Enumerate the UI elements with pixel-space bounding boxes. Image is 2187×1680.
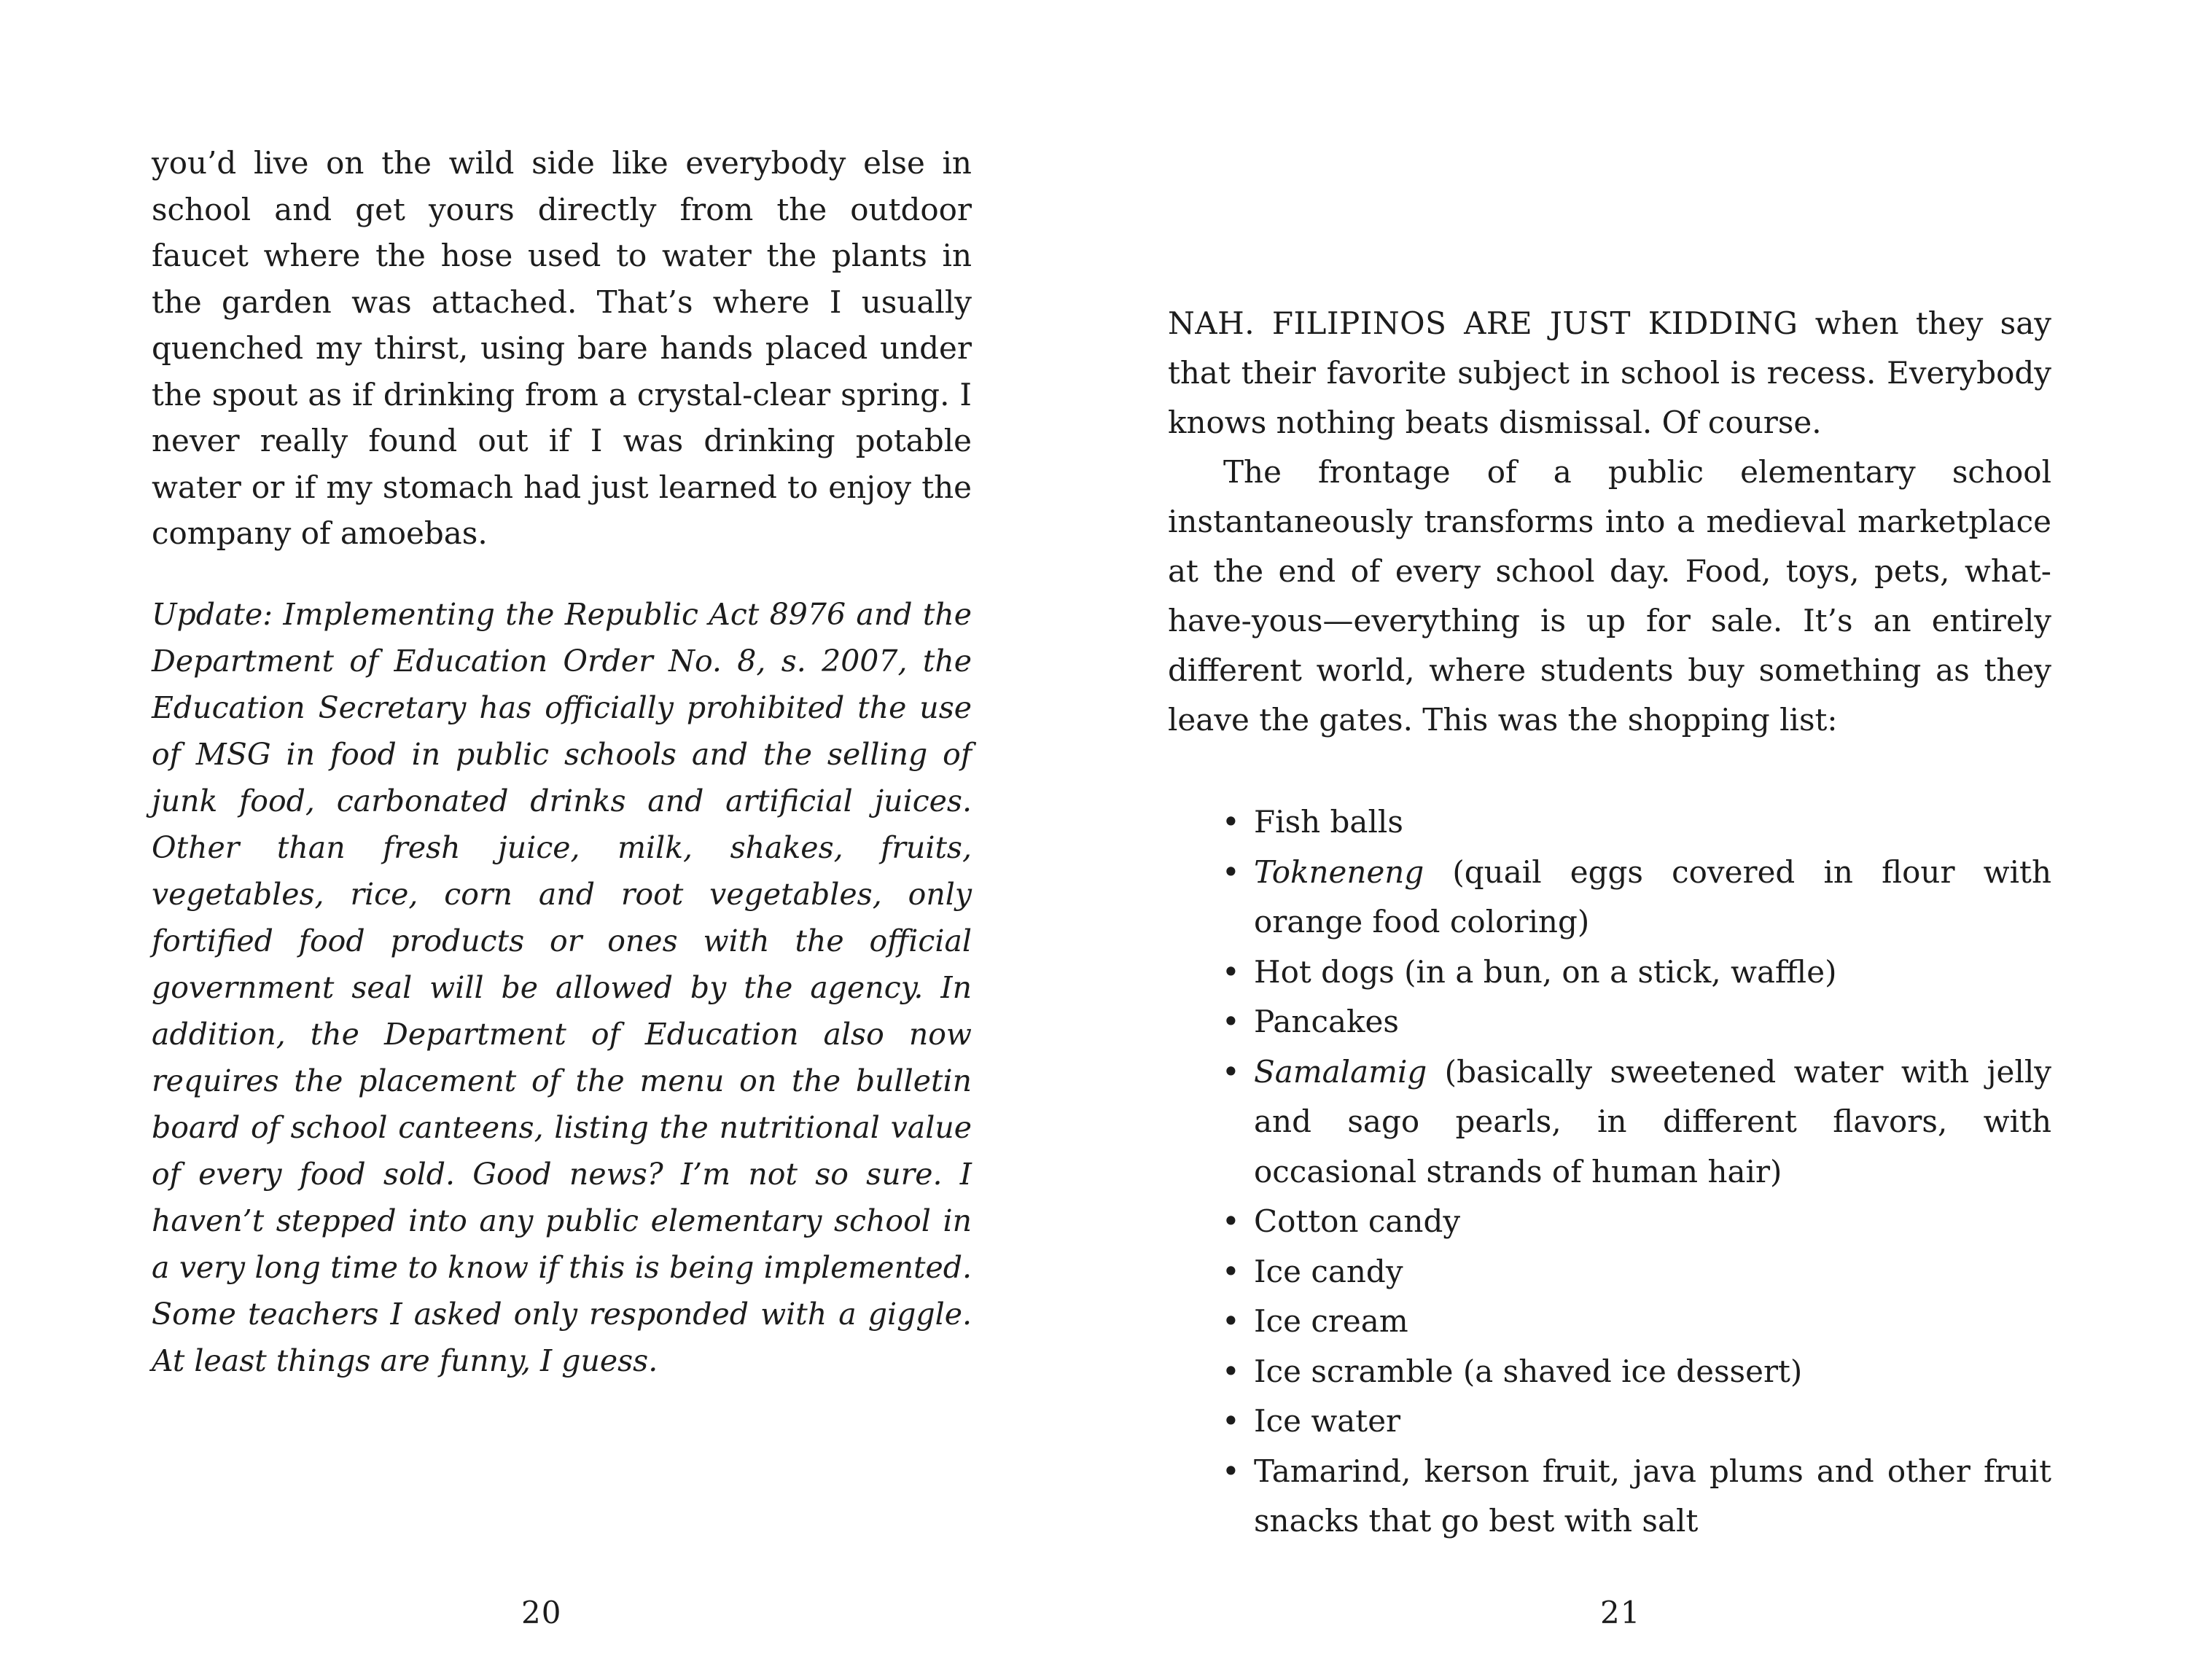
- list-item: [1168, 1447, 2051, 1547]
- continuation-paragraph: you’d live on the wild side like everybody else in school and get yours directly from the outdoor faucet where the hose used to water the plants in the garden was attached. That’s where I usually quenched my thirst, using bare hands placed under the spout as if drinking from a crystal-clear spring. I never really found out if I was drinking potable water or if my stomach had just learned to enjoy the company of amoebas.: [152, 145, 972, 551]
- list-item-text: Fish balls: [1254, 804, 1403, 840]
- list-item: [1168, 1396, 2051, 1447]
- list-item: [1168, 997, 2051, 1047]
- page-number-left: 20: [521, 1595, 562, 1630]
- opening-paragraph: [1168, 299, 2051, 448]
- list-item-text: Ice scramble (a shaved ice dessert): [1254, 1353, 1803, 1389]
- list-item-text: (basically sweetened water with jelly and sago pearls, in different flavors, with occasional strands of human hair): [1254, 1053, 2051, 1189]
- page-number-right: 21: [1600, 1595, 1641, 1630]
- bullet-icon: •: [1222, 1253, 1240, 1289]
- chapter-opening: [1168, 299, 2051, 745]
- list-item: [1168, 948, 2051, 998]
- list-item: [1168, 848, 2051, 948]
- list-item-text: Cotton candy: [1254, 1203, 1461, 1239]
- list-item-text: Tamarind, kerson fruit, java plums and other fruit snacks that go best with salt: [1254, 1453, 2051, 1539]
- list-item: [1168, 1247, 2051, 1297]
- bullet-icon: •: [1222, 1403, 1240, 1439]
- bullet-icon: •: [1222, 1053, 1240, 1090]
- marketplace-paragraph: The frontage of a public elementary school instantaneously transforms into a medieval marketplace at the end of every school day. Food, toys, pets, what-have-yous—everything is up for sale. It’s an entirely different world, where students buy something as they leave the gates. This was the shopping list:: [1168, 454, 2051, 738]
- bullet-icon: •: [1222, 953, 1240, 990]
- list-item-text: (quail eggs covered in flour with orange food coloring): [1254, 853, 2051, 939]
- list-item: [1168, 797, 2051, 848]
- bullet-icon: •: [1222, 1453, 1240, 1489]
- list-item-text: Ice water: [1254, 1403, 1401, 1439]
- bullet-icon: •: [1222, 1353, 1240, 1389]
- list-item-text: Pancakes: [1254, 1004, 1399, 1039]
- list-item: [1168, 1047, 2051, 1198]
- bullet-icon: •: [1222, 1004, 1240, 1039]
- bullet-icon: •: [1222, 853, 1240, 890]
- right-page: [1094, 0, 2187, 1680]
- list-item-text: Ice candy: [1254, 1253, 1403, 1289]
- opening-rest: when they say that their favorite subject in school is recess. Everybody knows nothing beats dismissal. Of course.: [1168, 305, 2051, 440]
- list-item: [1168, 1347, 2051, 1397]
- list-item: [1168, 1197, 2051, 1247]
- list-item-term: Samalamig: [1254, 1053, 1427, 1090]
- bullet-icon: •: [1222, 1203, 1240, 1239]
- list-item-text: Ice cream: [1254, 1303, 1408, 1339]
- update-note: Update: Implementing the Republic Act 8976 and the Department of Education Order No. 8, s. 2007, the Education Secretary has officially prohibited the use of MSG in food in public schools and the selling of junk food, carbonated drinks and artificial juices. Other than fresh juice, milk, shakes, fruits, vegetables, rice, corn and root vegetables, only fortified food products or ones with the official government seal will be allowed by the agency. In addition, the Department of Education also now requires the placement of the menu on the bulletin board of school canteens, listing the nutritional value of every food sold. Good news? I’m not so sure. I haven’t stepped into any public elementary school in a very long time to know if this is being implemented. Some teachers I asked only responded with a giggle. At least things are funny, I guess.: [152, 597, 972, 1378]
- bullet-icon: •: [1222, 804, 1240, 840]
- list-item: [1168, 1297, 2051, 1347]
- bullet-icon: •: [1222, 1303, 1240, 1339]
- list-item-text: Hot dogs (in a bun, on a stick, waffle): [1254, 953, 1837, 990]
- list-item-term: Tokneneng: [1254, 853, 1424, 890]
- opening-lead: NAH. FILIPINOS ARE JUST KIDDING: [1168, 305, 1798, 341]
- shopping-list: [1168, 797, 2051, 1547]
